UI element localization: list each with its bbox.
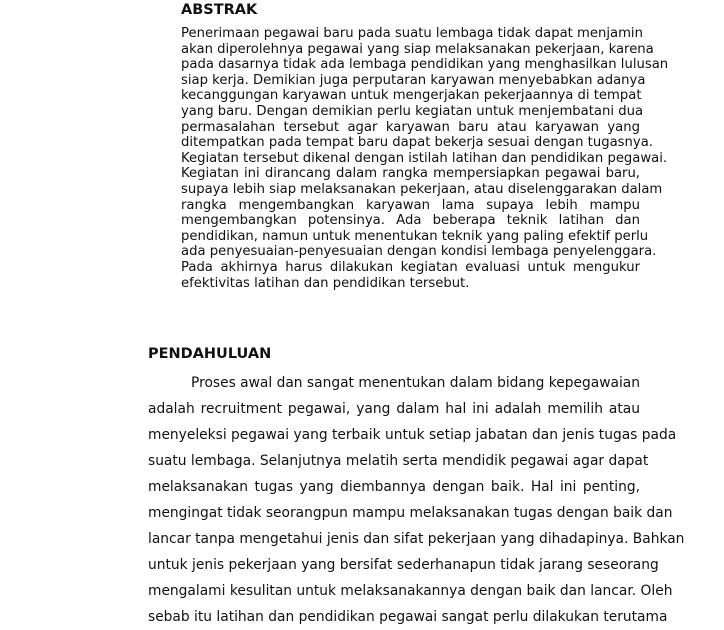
abstract-section <box>181 0 669 291</box>
paragraph-line: menyeleksi pegawai yang terbaik untuk setiap jabatan dan jenis tugas pada <box>148 427 677 443</box>
abstract-line: kecanggungan karyawan untuk mengerjakan pekerjaannya di tempat <box>181 88 642 104</box>
introduction-body <box>148 370 685 630</box>
paragraph-line: sebab itu latihan dan pendidikan pegawai sangat perlu dilakukan terutama <box>148 609 668 625</box>
paragraph-line: mengalami kesulitan untuk melaksanakannya dengan baik dan lancar. Oleh <box>148 583 673 599</box>
abstract-line: ada penyesuaian-penyesuaian dengan kondisi lembaga penyelenggara. <box>181 244 657 260</box>
abstract-line: Kegiatan tersebut dikenal dengan istilah latihan dan pendidikan pegawai. <box>181 150 668 166</box>
introduction-heading: PENDAHULUAN <box>148 346 272 362</box>
abstract-line: akan diperolehnya pegawai yang siap melaksanakan pekerjaan, karena <box>181 41 654 57</box>
abstract-body <box>181 26 669 291</box>
paragraph-line: lancar tanpa mengetahui jenis dan sifat pekerjaan yang dihadapinya. Bahkan <box>148 531 685 547</box>
abstract-line: pendidikan, namun untuk menentukan teknik yang paling efektif perlu <box>181 228 649 244</box>
paragraph-line: adalah recruitment pegawai, yang dalam hal ini adalah memilih atau <box>148 401 640 417</box>
abstract-line: efektivitas latihan dan pendidikan tersebut. <box>181 275 470 291</box>
paragraph-line: suatu lembaga. Selanjutnya melatih serta mendidik pegawai agar dapat <box>148 453 649 469</box>
abstract-line: Pada akhirnya harus dilakukan kegiatan evaluasi untuk mengukur <box>181 259 640 275</box>
abstract-line: pada dasarnya tidak ada lembaga pendidikan yang menghasilkan lulusan <box>181 57 669 73</box>
abstract-line: permasalahan tersebut agar karyawan baru atau karyawan yang <box>181 119 640 135</box>
abstract-line: Penerimaan pegawai baru pada suatu lembaga tidak dapat menjamin <box>181 26 643 41</box>
abstract-line: supaya lebih siap melaksanakan pekerjaan, atau diselenggarakan dalam <box>181 181 663 197</box>
paragraph-line: melaksanakan tugas yang diembannya dengan baik. Hal ini penting, <box>148 479 640 495</box>
abstract-heading: ABSTRAK <box>181 2 258 18</box>
abstract-line: rangka mengembangkan karyawan lama supaya lebih mampu <box>181 197 640 213</box>
abstract-line: ditempatkan pada tempat baru dapat bekerja sesuai dengan tugasnya. <box>181 135 653 151</box>
abstract-line: mengembangkan potensinya. Ada beberapa teknik latihan dan <box>181 213 640 229</box>
paragraph-line: untuk jenis pekerjaan yang bersifat sederhanapun tidak jarang seseorang <box>148 557 659 573</box>
introduction-section <box>148 344 685 630</box>
paragraph-line: Proses awal dan sangat menentukan dalam bidang kepegawaian <box>191 375 640 391</box>
abstract-line: yang baru. Dengan demikian perlu kegiatan untuk menjembatani dua <box>181 103 644 119</box>
abstract-line: siap kerja. Demikian juga perputaran karyawan menyebabkan adanya <box>181 72 646 88</box>
abstract-line: Kegiatan ini dirancang dalam rangka mempersiapkan pegawai baru, <box>181 166 640 182</box>
paragraph-line: mengingat tidak seorangpun mampu melaksanakan tugas dengan baik dan <box>148 505 673 521</box>
